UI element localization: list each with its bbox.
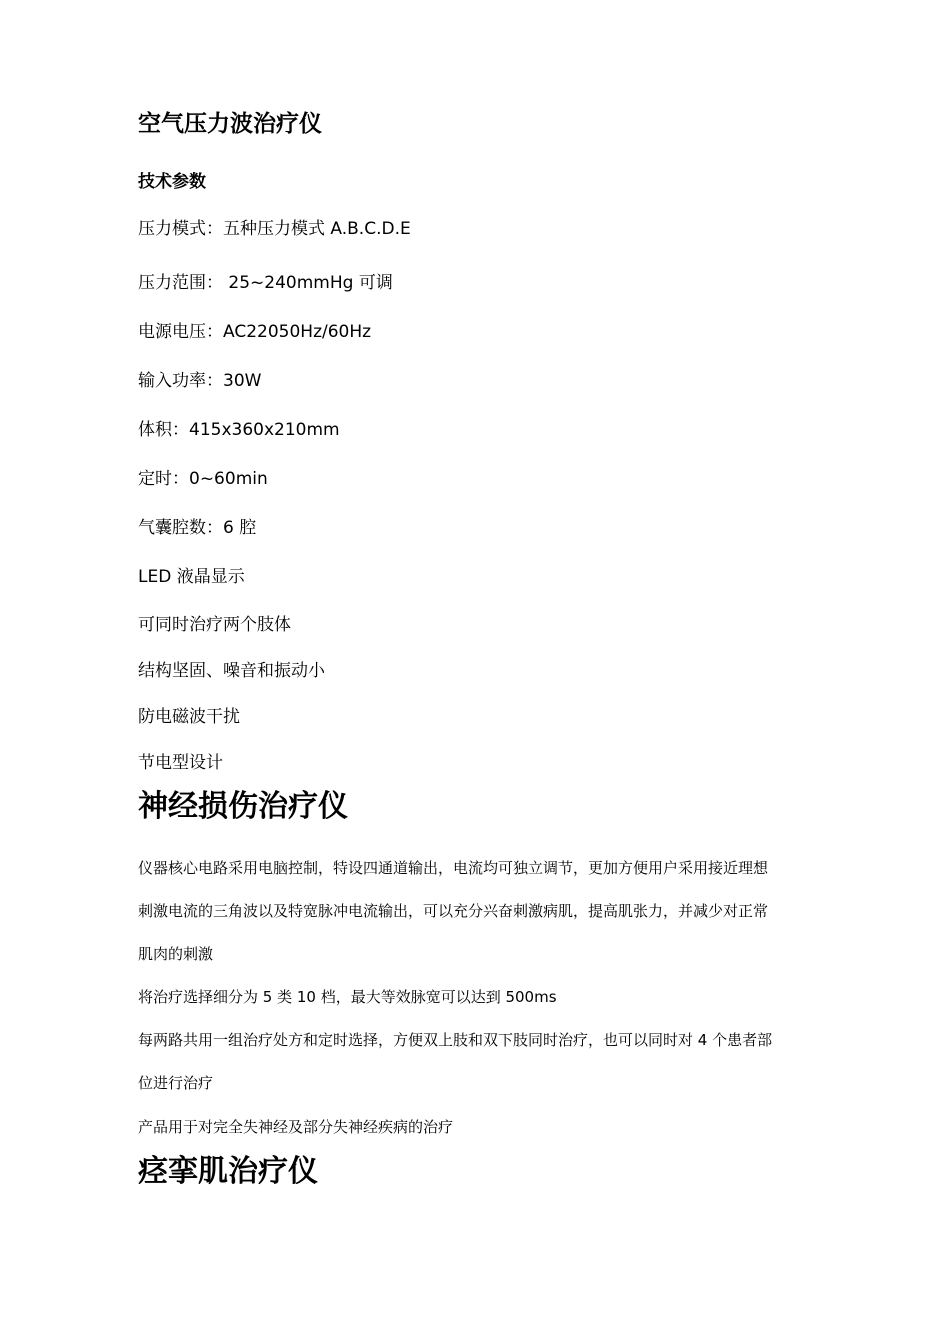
feature-item: 可同时治疗两个肢体 (138, 615, 291, 635)
feature-item: 结构坚固、噪音和振动小 (138, 661, 325, 681)
spec-power-voltage: 电源电压：AC22050Hz/60Hz (138, 322, 372, 342)
spec-input-power: 输入功率：30W (138, 371, 262, 391)
paragraph-line: 刺激电流的三角波以及特宽脉冲电流输出，可以充分兴奋刺激病肌，提高肌张力，并减少对正常 (138, 902, 769, 920)
spec-pressure-range: 压力范围： 25~240mmHg 可调 (138, 273, 393, 293)
paragraph-line: 每两路共用一组治疗处方和定时选择，方便双上肢和双下肢同时治疗，也可以同时对 4 个患者部 (138, 1031, 773, 1049)
paragraph-line: 肌肉的刺激 (138, 945, 214, 963)
paragraph-line: 将治疗选择细分为 5 类 10 档，最大等效脉宽可以达到 500ms (138, 988, 557, 1006)
spec-led-display: LED 液晶显示 (138, 567, 245, 587)
spec-pressure-mode: 压力模式：五种压力模式 A.B.C.D.E (138, 219, 411, 239)
section-title-nerve-injury: 神经损伤治疗仪 (138, 789, 348, 824)
feature-item: 节电型设计 (138, 753, 223, 773)
section-title-spasm-muscle: 痉挛肌治疗仪 (138, 1154, 318, 1189)
spec-volume: 体积：415x360x210mm (138, 420, 340, 440)
feature-item: 防电磁波干扰 (138, 707, 240, 727)
spec-timer: 定时：0~60min (138, 469, 268, 489)
spec-airbag-chambers: 气囊腔数：6 腔 (138, 518, 257, 538)
section-title-air-pressure: 空气压力波治疗仪 (138, 111, 322, 137)
paragraph-line: 仪器核心电路采用电脑控制，特设四通道输出，电流均可独立调节，更加方便用户采用接近理想 (138, 859, 769, 877)
paragraph-line: 位进行治疗 (138, 1074, 214, 1092)
subtitle-tech-params: 技术参数 (138, 172, 206, 192)
paragraph-line: 产品用于对完全失神经及部分失神经疾病的治疗 (138, 1118, 454, 1136)
